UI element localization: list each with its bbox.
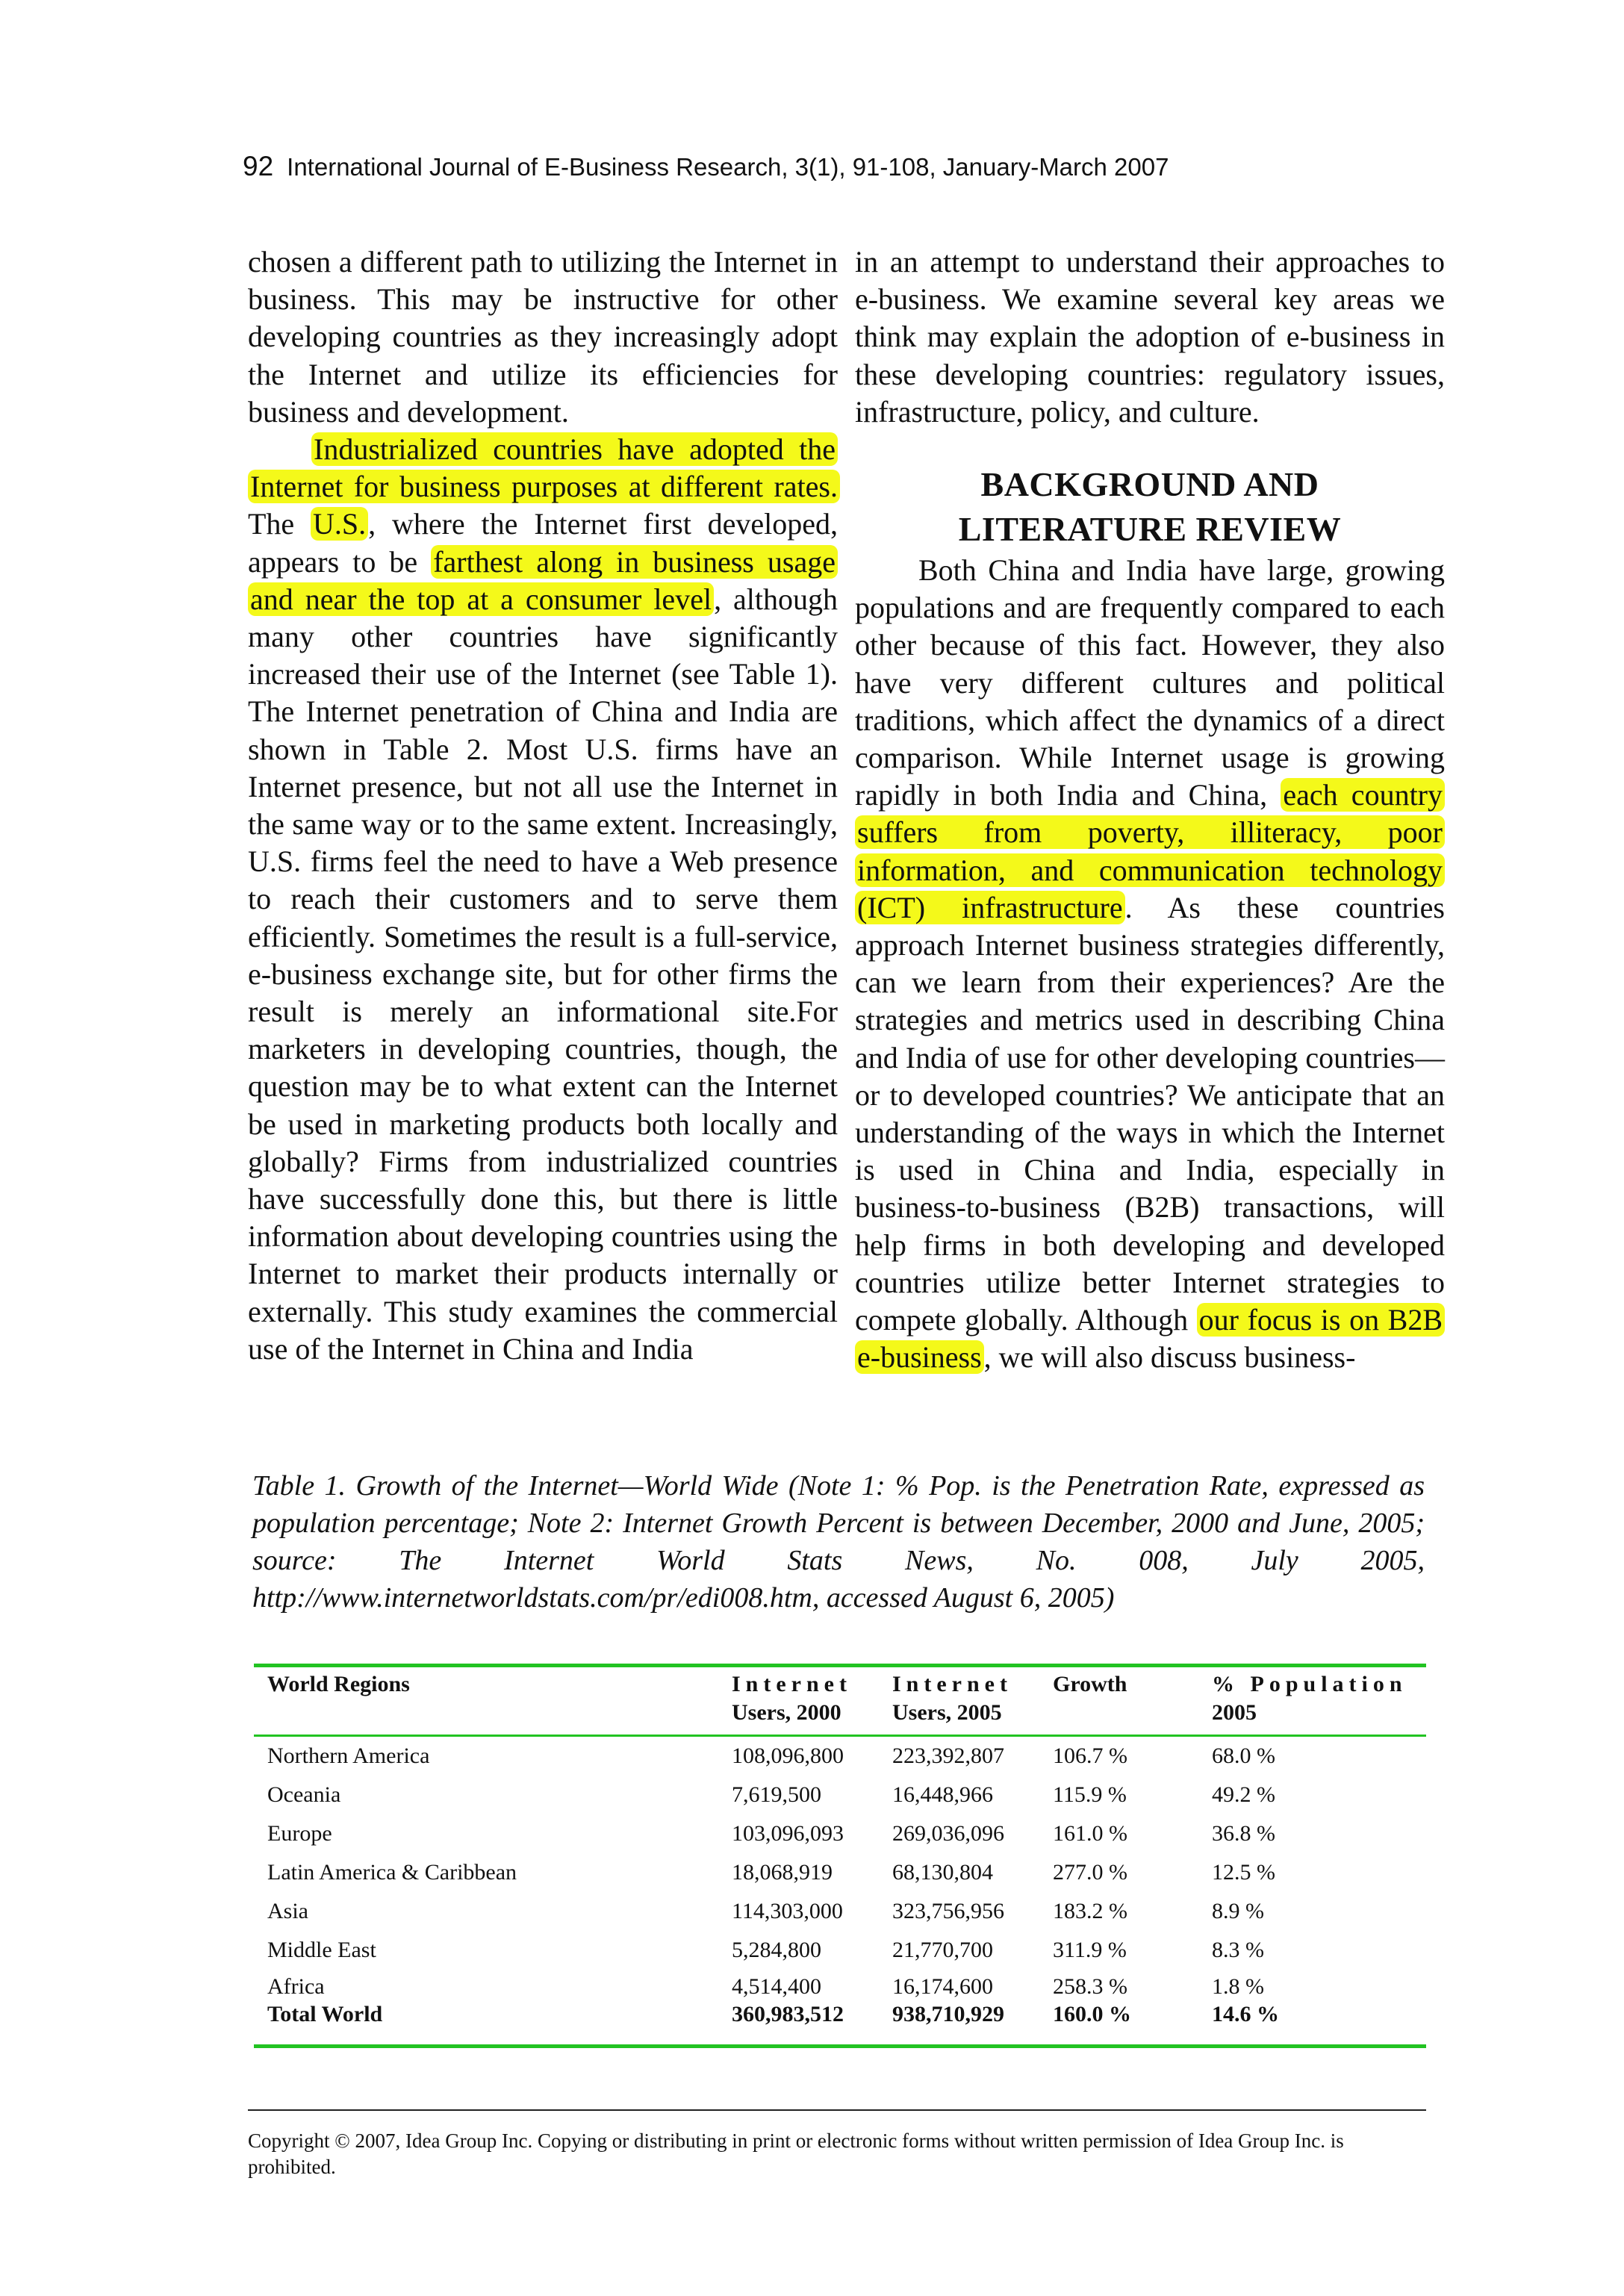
table-row: [254, 1931, 1426, 1970]
paragraph: [248, 431, 838, 1368]
table-cell-pop: 36.8 %: [1212, 1821, 1275, 1846]
paragraph: [855, 552, 1445, 1376]
header-text: Internet: [732, 1672, 852, 1696]
table-cell-u2000: 4,514,400: [732, 1974, 821, 1999]
table-cell-u2005: 223,392,807: [892, 1743, 1004, 1768]
header-growth: Growth: [1053, 1672, 1127, 1696]
text-run: Both China and India have large, growing populations and are frequently compared to each other because of this fact. However, they also have very different cultures and political traditions, which affect the dynamics of a direct comparison. While Internet usage is growing rapidly in both India and China,: [855, 553, 1445, 812]
table-cell-u2000: 18,068,919: [732, 1860, 833, 1885]
text-run: , where the Internet first developed, appears to be: [248, 507, 839, 579]
table-row: [254, 1776, 1426, 1814]
table-cell-region: Oceania: [267, 1782, 341, 1807]
table-cell-growth: 160.0 %: [1053, 2002, 1131, 2026]
text-run: . As these countries approach Internet business strategies differently, can we learn from their experiences? Are the strategies and metrics used in describing China and India of use for other developing countries—or to developed countries? We anticipate that an understanding of the ways in which the Internet is used in China and India, especially in business-to-business (B2B) transactions, will help firms in both developing and developed countries utilize better Internet strategies to compete globally. Although: [855, 890, 1445, 1337]
copyright-notice: Copyright © 2007, Idea Group Inc. Copying or distributing in print or electronic forms without written permission of Idea Group Inc. is prohibited.: [248, 2129, 1344, 2178]
highlight: our focus is on B2B e-business: [855, 1303, 1445, 1374]
journal-title: International Journal of E-Business Research, 3(1), 91-108, January-March 2007: [287, 153, 1169, 181]
table-row: [254, 1970, 1426, 2000]
heading-line: BACKGROUND AND: [980, 465, 1319, 504]
table-cell-growth: 258.3 %: [1053, 1974, 1127, 1999]
table-row: [254, 1814, 1426, 1853]
left-column: [248, 243, 838, 1368]
table-cell-region: Middle East: [267, 1938, 376, 1962]
table-cell-pop: 8.3 %: [1212, 1938, 1264, 1962]
table-cell-u2005: 938,710,929: [892, 2002, 1004, 2026]
table-cell-pop: 14.6 %: [1212, 2002, 1279, 2026]
table-cell-u2000: 108,096,800: [732, 1743, 844, 1768]
table-cell-region: Latin America & Caribbean: [267, 1860, 517, 1885]
table-cell-growth: 183.2 %: [1053, 1899, 1127, 1923]
page-number: 92: [243, 151, 274, 181]
right-column: [855, 243, 1445, 1376]
data-table: [254, 1667, 1426, 2029]
table-cell-growth: 106.7 %: [1053, 1743, 1127, 1768]
table-row: [254, 1892, 1426, 1931]
table-cell-pop: 1.8 %: [1212, 1974, 1264, 1999]
highlight: U.S.: [311, 507, 368, 541]
paragraph: chosen a different path to utilizing the Internet in business. This may be instructive for other developing countries as they increasingly adopt the Internet and utilize its efficiencies for business and development.: [248, 245, 838, 429]
table-cell-u2000: 5,284,800: [732, 1938, 821, 1962]
table-cell-u2000: 103,096,093: [732, 1821, 844, 1846]
table-cell-u2000: 7,619,500: [732, 1782, 821, 1807]
running-header: [243, 151, 1169, 182]
text-run: , although many other countries have significantly increased their use of the Internet (see Table 1). The Internet penetration of China and India are shown in Table 2. Most U.S. firms have an Internet presence, but not all use the Internet in the same way or to the same extent. Increasingly, U.S. firms feel the need to have a Web presence to reach their customers and to serve them efficiently. Sometimes the result is a full-service, e-business exchange site, but for other firms the result is merely an informational site.For marketers in developing countries, though, the question may be to what extent can the Internet be used in marketing products both locally and globally? Firms from industrialized countries have successfully done this, but there is little information about developing countries using the Internet to market their products internally or externally. This study examines the commercial use of the Internet in China and India: [248, 582, 838, 1366]
table-total-row: [254, 2000, 1426, 2029]
footer-rule: [248, 2109, 1426, 2111]
highlight: each country suffers from poverty, illiteracy, poor information, and communication technology (ICT) infrastructure: [855, 778, 1445, 924]
table-cell-u2005: 16,174,600: [892, 1974, 993, 1999]
table-cell-u2000: 114,303,000: [732, 1899, 843, 1923]
table-header-row: [254, 1667, 1426, 1735]
table-cell-region: Northern America: [267, 1743, 430, 1768]
table-cell-u2005: 21,770,700: [892, 1938, 993, 1962]
table-cell-u2000: 360,983,512: [732, 2002, 844, 2026]
header-text: Users, 2005: [892, 1700, 1002, 1725]
header-users-2000: [732, 1667, 892, 1735]
table-cell-region: Africa: [267, 1974, 325, 1999]
header-text: 2005: [1212, 1700, 1257, 1725]
table-cell-pop: 12.5 %: [1212, 1860, 1275, 1885]
table-cell-u2005: 269,036,096: [892, 1821, 1004, 1846]
table-bottom-rule: [254, 2044, 1426, 2048]
header-text: Internet: [892, 1672, 1012, 1696]
text-run: , we will also discuss business-: [983, 1340, 1356, 1375]
table-cell-growth: 115.9 %: [1053, 1782, 1127, 1807]
table-cell-growth: 311.9 %: [1053, 1938, 1127, 1962]
table-cell-pop: 49.2 %: [1212, 1782, 1275, 1807]
table-row: [254, 1853, 1426, 1892]
table-row: [254, 1737, 1426, 1776]
table-cell-region: Total World: [267, 2002, 383, 2026]
paragraph: in an attempt to understand their approaches to e-business. We examine several key areas we think may explain the adoption of e-business in these developing countries: regulatory issues, infrastructure, policy, and culture.: [855, 245, 1445, 429]
table-cell-pop: 8.9 %: [1212, 1899, 1264, 1923]
table-1: [254, 1664, 1426, 2048]
header-region: World Regions: [267, 1672, 410, 1696]
table-cell-region: Europe: [267, 1821, 332, 1846]
table-caption: Table 1. Growth of the Internet—World Wide (Note 1: % Pop. is the Penetration Rate, expressed as population percentage; Note 2: Internet Growth Percent is between December, 2000 and June, 2005; source: The Internet World Stats News, No. 008, July 2005, http://www.internetworldstats.com/pr/edi008.htm, accessed August 6, 2005): [252, 1470, 1425, 1614]
header-users-2005: [892, 1667, 1053, 1735]
table-cell-growth: 277.0 %: [1053, 1860, 1127, 1885]
heading-line: LITERATURE REVIEW: [958, 510, 1342, 549]
highlight: farthest along in business usage and near the top at a consumer level: [248, 545, 838, 616]
header-text: Users, 2000: [732, 1700, 841, 1725]
header-text: % Population: [1212, 1672, 1407, 1696]
section-heading: [855, 462, 1445, 552]
table-cell-growth: 161.0 %: [1053, 1821, 1127, 1846]
table-cell-u2005: 68,130,804: [892, 1860, 993, 1885]
header-population: [1212, 1667, 1426, 1735]
highlight: Industrialized countries have adopted the Internet for business purposes at different rates.: [248, 432, 840, 503]
text-run: The: [248, 507, 295, 541]
table-cell-u2005: 16,448,966: [892, 1782, 993, 1807]
table-cell-u2005: 323,756,956: [892, 1899, 1004, 1923]
table-cell-region: Asia: [267, 1899, 308, 1923]
table-cell-pop: 68.0 %: [1212, 1743, 1275, 1768]
